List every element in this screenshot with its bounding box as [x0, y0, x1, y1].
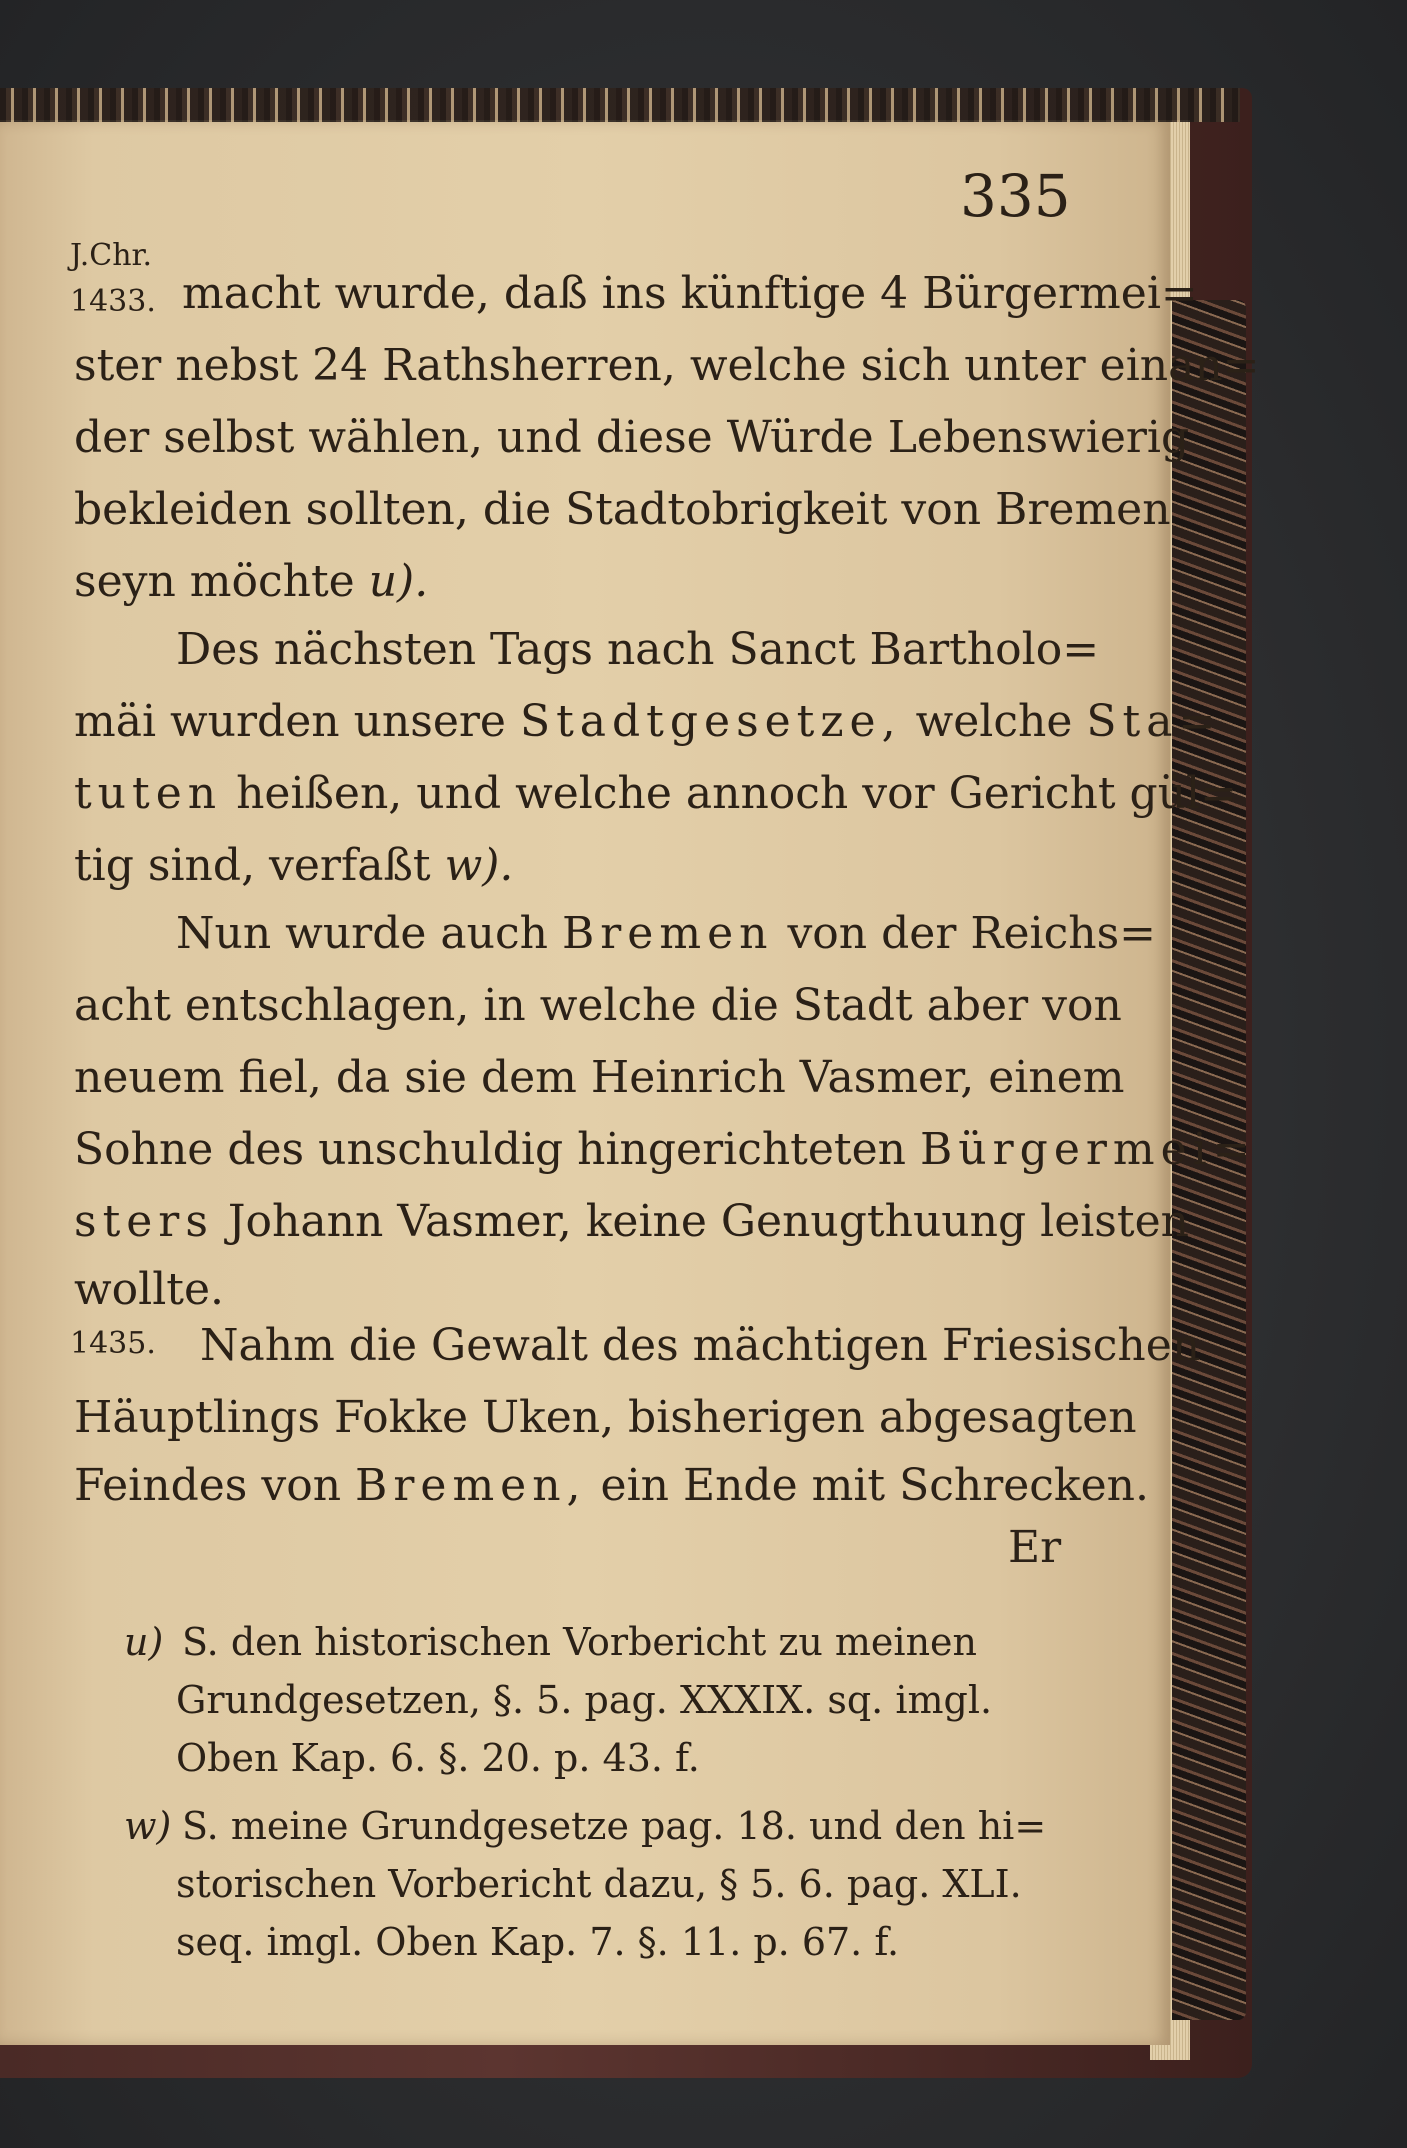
catchword: Er [1008, 1522, 1062, 1573]
text-line: der selbst wählen, und diese Würde Lebenswierig [74, 412, 1190, 463]
text-line [176, 908, 1156, 959]
text-segment: Bremen, [355, 1460, 587, 1511]
text-segment: Feindes von [74, 1460, 342, 1511]
text-line: Nahm die Gewalt des mächtigen Friesischen [200, 1320, 1201, 1371]
text-segment: Bürgermei= [919, 1124, 1256, 1175]
text-segment: Sohne des unschuldig hingerichteten [74, 1124, 906, 1175]
book-top-edge [0, 88, 1240, 122]
text-line: bekleiden sollten, die Stadtobrigkeit von Bremen [74, 484, 1171, 535]
text-segment: tig sind, verfaßt [74, 840, 431, 891]
text-segment: mäi wurden unsere [74, 696, 506, 747]
text-line [74, 696, 1221, 747]
footnote-line: storischen Vorbericht dazu, § 5. 6. pag. XLI. [176, 1862, 1022, 1906]
text-line [74, 1124, 1256, 1175]
text-segment: Sta= [1086, 696, 1222, 747]
footnote-ref-w: w). [444, 840, 514, 891]
footnote-line: Oben Kap. 6. §. 20. p. 43. f. [176, 1736, 700, 1780]
text-line: macht wurde, daß ins künftige 4 Bürgermei= [182, 268, 1198, 319]
footnote-ref-u: u). [368, 556, 429, 607]
text-line [74, 1196, 1189, 1247]
footnote-marker-u: u) [124, 1620, 164, 1664]
margin-note-year-1433: 1433. [70, 284, 156, 319]
text-line: acht entschlagen, in welche die Stadt aber von [74, 980, 1122, 1031]
footnote-marker-w: w) [124, 1804, 172, 1848]
text-segment: Bremen [561, 908, 774, 959]
text-line [74, 1460, 1149, 1511]
margin-note-era: J.Chr. [70, 238, 153, 273]
text-line: neuem fiel, da sie dem Heinrich Vasmer, einem [74, 1052, 1125, 1103]
text-line: Des nächsten Tags nach Sanct Bartholo= [176, 624, 1100, 675]
text-segment: Johann Vasmer, keine Genugthuung leisten [227, 1196, 1189, 1247]
text-line: Häuptlings Fokke Uken, bisherigen abgesagten [74, 1392, 1137, 1443]
footnote-line: seq. imgl. Oben Kap. 7. §. 11. p. 67. f. [176, 1920, 900, 1964]
text-line: wollte. [74, 1264, 225, 1315]
text-line [74, 768, 1237, 819]
footnote-line: Grundgesetzen, §. 5. pag. XXXIX. sq. imgl. [176, 1678, 993, 1722]
text-segment: Nun wurde auch [176, 908, 548, 959]
text-segment: welche [915, 696, 1073, 747]
footnote-line: S. den historischen Vorbericht zu meinen [182, 1620, 978, 1664]
text-line [74, 556, 428, 607]
text-segment: sters [74, 1196, 214, 1247]
text-segment: tuten [74, 768, 223, 819]
page-number: 335 [960, 162, 1071, 230]
margin-note-year-1435: 1435. [70, 1326, 156, 1361]
text-segment: Stadtgesetze, [519, 696, 902, 747]
text-line [74, 840, 513, 891]
text-segment: seyn möchte [74, 556, 355, 607]
text-segment: von der Reichs= [787, 908, 1157, 959]
text-segment: heißen, und welche annoch vor Gericht gül= [236, 768, 1237, 819]
text-segment: ein Ende mit Schrecken. [600, 1460, 1149, 1511]
text-line: ster nebst 24 Rathsherren, welche sich unter einan= [74, 340, 1260, 391]
footnote-line: S. meine Grundgesetze pag. 18. und den hi= [182, 1804, 1047, 1848]
